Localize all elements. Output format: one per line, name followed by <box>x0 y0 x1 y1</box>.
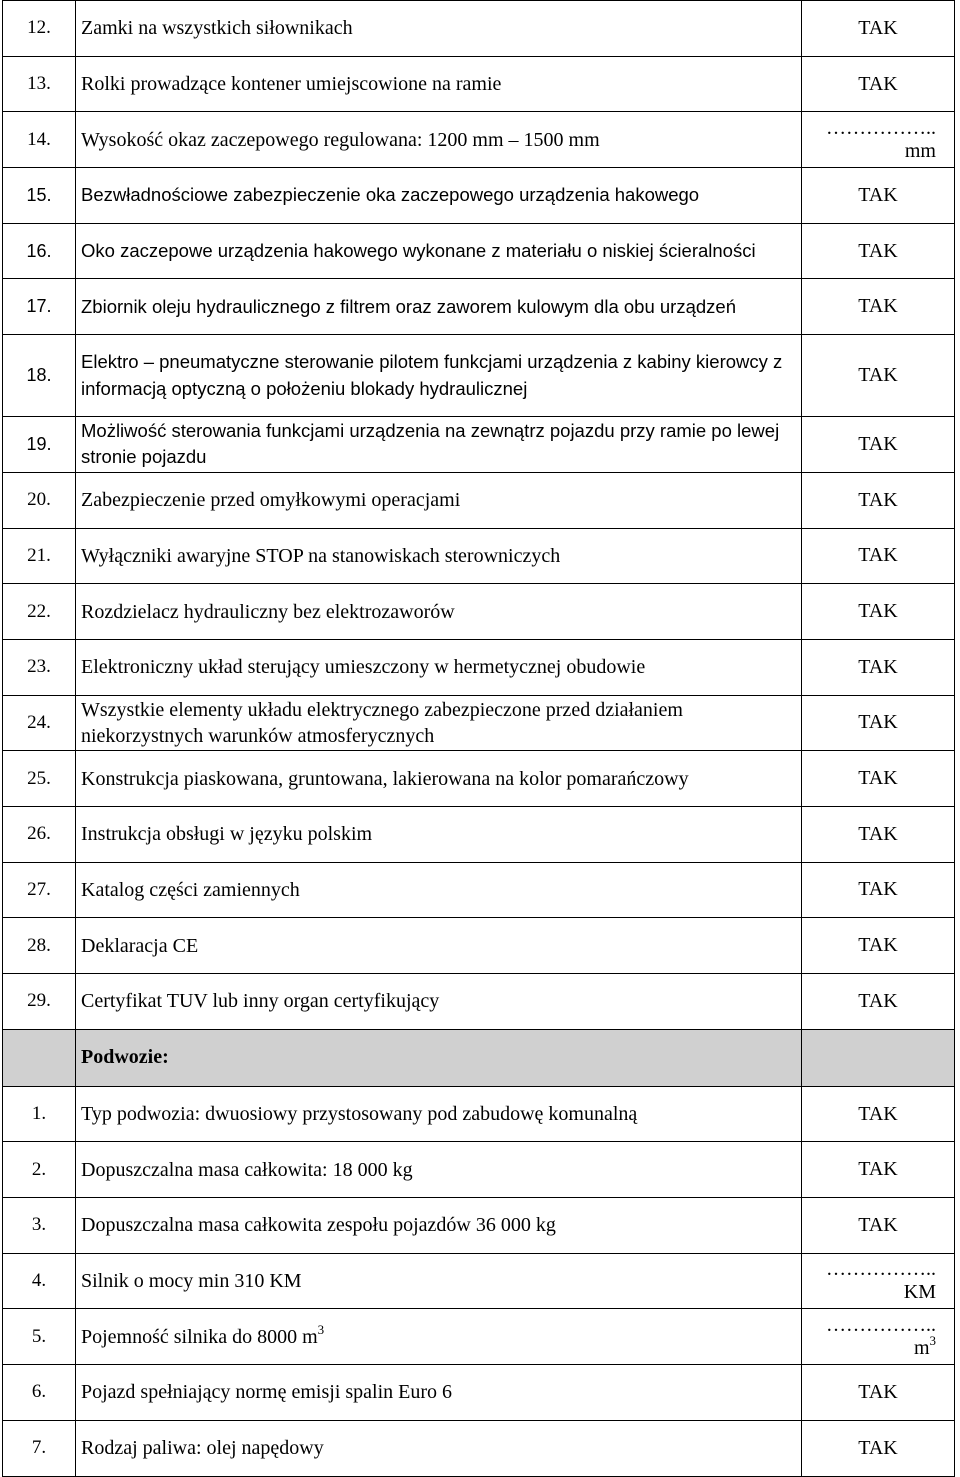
table-row <box>3 1086 955 1142</box>
row-value: TAK <box>802 1420 955 1476</box>
spec-table <box>2 0 955 1477</box>
table-row <box>3 862 955 918</box>
row-number: 15. <box>3 168 76 224</box>
row-number: 13. <box>3 56 76 112</box>
row-description: Certyfikat TUV lub inny organ certyfikujący <box>76 974 802 1030</box>
row-description: Dopuszczalna masa całkowita: 18 000 kg <box>76 1142 802 1198</box>
row-value: TAK <box>802 1365 955 1421</box>
row-description: Instrukcja obsługi w języku polskim <box>76 806 802 862</box>
row-description: Zbiornik oleju hydraulicznego z filtrem oraz zaworem kulowym dla obu urządzeń <box>76 279 802 335</box>
row-value: TAK <box>802 1 955 57</box>
row-number: 20. <box>3 472 76 528</box>
row-value-text: …………….. m <box>826 1313 936 1359</box>
table-row <box>3 974 955 1030</box>
row-description: Bezwładnościowe zabezpieczenie oka zaczepowego urządzenia hakowego <box>76 168 802 224</box>
table-row <box>3 1253 955 1309</box>
row-value: …………….. mm <box>802 112 955 168</box>
section-number-cell <box>3 1029 76 1086</box>
row-description: Deklaracja CE <box>76 918 802 974</box>
row-description: Typ podwozia: dwuosiowy przystosowany pod zabudowę komunalną <box>76 1086 802 1142</box>
table-row <box>3 472 955 528</box>
row-value: TAK <box>802 584 955 640</box>
row-number: 5. <box>3 1309 76 1365</box>
table-row <box>3 1420 955 1476</box>
row-value: TAK <box>802 472 955 528</box>
row-value: TAK <box>802 168 955 224</box>
row-description: Rozdzielacz hydrauliczny bez elektrozaworów <box>76 584 802 640</box>
row-description-text: Pojemność silnika do 8000 m <box>81 1325 318 1348</box>
table-row <box>3 751 955 807</box>
row-description: Pojazd spełniający normę emisji spalin Euro 6 <box>76 1365 802 1421</box>
table-row <box>3 806 955 862</box>
table-row <box>3 168 955 224</box>
table-row <box>3 279 955 335</box>
superscript: 3 <box>317 1321 325 1337</box>
row-number: 1. <box>3 1086 76 1142</box>
row-description: Zabezpieczenie przed omyłkowymi operacjami <box>76 472 802 528</box>
row-description: Katalog części zamiennych <box>76 862 802 918</box>
row-number: 6. <box>3 1365 76 1421</box>
row-number: 18. <box>3 335 76 417</box>
row-number: 21. <box>3 528 76 584</box>
table-row <box>3 1198 955 1254</box>
row-number: 23. <box>3 639 76 695</box>
row-value: TAK <box>802 639 955 695</box>
row-value: TAK <box>802 1198 955 1254</box>
table-row <box>3 1365 955 1421</box>
row-value: TAK <box>802 806 955 862</box>
row-value: TAK <box>802 695 955 751</box>
row-description: Rolki prowadzące kontener umiejscowione na ramie <box>76 56 802 112</box>
row-description: Wyłączniki awaryjne STOP na stanowiskach sterowniczych <box>76 528 802 584</box>
row-description <box>76 1309 802 1365</box>
row-description: Elektro – pneumatyczne sterowanie pilotem funkcjami urządzenia z kabiny kierowcy z informacją optyczną o położeniu blokady hydraulicznej <box>76 335 802 417</box>
row-number: 17. <box>3 279 76 335</box>
row-value: TAK <box>802 862 955 918</box>
section-title: Podwozie: <box>76 1029 802 1086</box>
row-number: 26. <box>3 806 76 862</box>
row-number: 25. <box>3 751 76 807</box>
row-value: TAK <box>802 417 955 473</box>
row-value: TAK <box>802 223 955 279</box>
table-row <box>3 335 955 417</box>
row-number: 27. <box>3 862 76 918</box>
row-value: TAK <box>802 918 955 974</box>
row-description: Silnik o mocy min 310 KM <box>76 1253 802 1309</box>
row-number: 3. <box>3 1198 76 1254</box>
table-row <box>3 56 955 112</box>
section-value-cell <box>802 1029 955 1086</box>
row-description: Oko zaczepowe urządzenia hakowego wykonane z materiału o niskiej ścieralności <box>76 223 802 279</box>
row-value: TAK <box>802 335 955 417</box>
row-value: TAK <box>802 56 955 112</box>
table-row <box>3 528 955 584</box>
row-number: 7. <box>3 1420 76 1476</box>
table-row <box>3 112 955 168</box>
table-row <box>3 1142 955 1198</box>
row-description: Elektroniczny układ sterujący umieszczony w hermetycznej obudowie <box>76 639 802 695</box>
row-description: Wszystkie elementy układu elektrycznego zabezpieczone przed działaniem niekorzystnych warunków atmosferycznych <box>76 695 802 751</box>
row-number: 28. <box>3 918 76 974</box>
row-description: Konstrukcja piaskowana, gruntowana, lakierowana na kolor pomarańczowy <box>76 751 802 807</box>
row-number: 14. <box>3 112 76 168</box>
table-row <box>3 639 955 695</box>
row-number: 4. <box>3 1253 76 1309</box>
row-number: 24. <box>3 695 76 751</box>
row-number: 2. <box>3 1142 76 1198</box>
section-header-row <box>3 1029 955 1086</box>
table-row <box>3 918 955 974</box>
row-number: 16. <box>3 223 76 279</box>
table-row <box>3 223 955 279</box>
row-number: 12. <box>3 1 76 57</box>
row-number: 22. <box>3 584 76 640</box>
row-description: Wysokość okaz zaczepowego regulowana: 1200 mm – 1500 mm <box>76 112 802 168</box>
table-row <box>3 584 955 640</box>
row-value: TAK <box>802 1142 955 1198</box>
table-row <box>3 1309 955 1365</box>
row-value: TAK <box>802 974 955 1030</box>
row-description: Możliwość sterowania funkcjami urządzenia na zewnątrz pojazdu przy ramie po lewej stronie pojazdu <box>76 417 802 473</box>
row-value: TAK <box>802 528 955 584</box>
row-value <box>802 1309 955 1365</box>
row-value: TAK <box>802 751 955 807</box>
row-value: TAK <box>802 279 955 335</box>
table-row <box>3 417 955 473</box>
superscript: 3 <box>929 1332 936 1348</box>
row-description: Zamki na wszystkich siłownikach <box>76 1 802 57</box>
row-number: 29. <box>3 974 76 1030</box>
table-row <box>3 1 955 57</box>
row-description: Dopuszczalna masa całkowita zespołu pojazdów 36 000 kg <box>76 1198 802 1254</box>
table-row <box>3 695 955 751</box>
row-value: …………….. KM <box>802 1253 955 1309</box>
row-description: Rodzaj paliwa: olej napędowy <box>76 1420 802 1476</box>
row-value: TAK <box>802 1086 955 1142</box>
row-number: 19. <box>3 417 76 473</box>
